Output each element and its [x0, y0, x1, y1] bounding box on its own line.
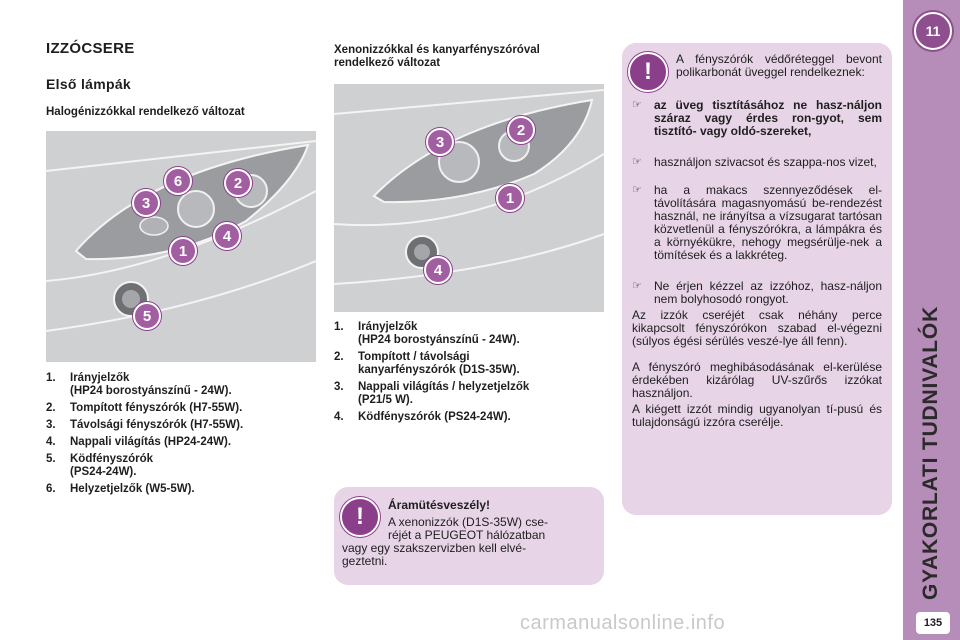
section-title: IZZÓCSERE — [46, 40, 135, 57]
shock-warning-text: A xenonizzók (D1S-35W) cse- réjét a PEUGEOT hálózatban vagy egy szakszervizben kell elvé- geztetni. — [342, 515, 549, 568]
callout-2: 2 — [224, 169, 252, 197]
callout-6: 6 — [164, 167, 192, 195]
callout-5: 5 — [133, 302, 161, 330]
shock-warning-title: Áramütésveszély! — [388, 498, 491, 512]
list-item: 5. Ködfényszórók (PS24-24W). — [46, 453, 154, 478]
warning-icon: ! — [628, 52, 668, 92]
list-item: 1. Irányjelzők (HP24 borostyánszínű - 24W). — [334, 321, 520, 346]
list-item: 2. Tompított / távolsági kanyarfényszórók (D1S-35W). — [334, 351, 520, 376]
xenon-headlamp-drawing — [334, 84, 604, 312]
hand-pointer-icon: ☞ — [632, 156, 642, 168]
page-number: 135 — [916, 612, 950, 634]
xenon-headlamp-photo — [334, 84, 604, 312]
callout-2: 2 — [507, 116, 535, 144]
callout-1: 1 — [169, 237, 197, 265]
lens-warning-para-1: Az izzók cseréjét csak néhány perce kikapcsolt fényszórókon szabad el-végezni (súlyos égési sérülés veszé-lye áll fenn). — [632, 308, 882, 348]
lens-warning-intro: A fényszórók védőréteggel bevont polikarbonát üveggel rendelkeznek: — [676, 52, 882, 79]
list-item: ☞ használjon szivacsot és szappa-nos vizet, — [632, 155, 877, 169]
hand-pointer-icon: ☞ — [632, 280, 642, 292]
lens-warning-para-2: A fényszóró meghibásodásának el-kerülése érdekében kizárólag UV-szűrős izzókat használjon. — [632, 360, 882, 400]
list-item: ☞ Ne érjen kézzel az izzóhoz, hasz-náljon nem bolyhosodó rongyot. — [632, 279, 882, 306]
list-item: 4. Nappali világítás (HP24-24W). — [46, 436, 232, 448]
list-item: 1. Irányjelzők (HP24 borostyánszínű - 24W). — [46, 372, 232, 397]
warning-icon: ! — [340, 497, 380, 537]
halogen-headlamp-photo — [46, 131, 316, 362]
list-item: 4. Ködfényszórók (PS24-24W). — [334, 411, 511, 423]
subsection-title: Első lámpák — [46, 76, 132, 92]
xenon-parts-list — [334, 321, 604, 428]
watermark: carmanualsonline.info — [520, 612, 726, 634]
hand-pointer-icon: ☞ — [632, 99, 642, 111]
halogen-heading: Halogénizzókkal rendelkező változat — [46, 106, 245, 118]
list-item: 2. Tompított fényszórók (H7-55W). — [46, 402, 243, 414]
list-item: 3. Távolsági fényszórók (H7-55W). — [46, 419, 244, 431]
list-item: 3. Nappali világítás / helyzetjelzők (P21/5 W). — [334, 381, 530, 406]
callout-3: 3 — [132, 189, 160, 217]
callout-3: 3 — [426, 128, 454, 156]
list-item: ☞ az üveg tisztításához ne hasz-náljon száraz vagy érdes ron-gyot, sem tisztító- vagy oldó-szereket, — [632, 98, 882, 138]
list-item: ☞ ha a makacs szennyeződések el-távolítására magasnyomású be-rendezést használ, ne irányítsa a vízsugarat tartósan közvetlenül a fényszórókra, a lámpákra és a környékükre, nehogy megsérülje-nek a tömítések és a lakkréteg. — [632, 183, 882, 262]
callout-4: 4 — [213, 222, 241, 250]
chapter-title-vertical: GYAKORLATI TUDNIVALÓK — [919, 305, 943, 601]
halogen-parts-list — [46, 372, 316, 500]
hand-pointer-icon: ☞ — [632, 184, 642, 196]
lens-warning-para-3: A kiégett izzót mindig ugyanolyan tí-pusú és tulajdonságú izzóra cserélje. — [632, 402, 882, 429]
list-item: 6. Helyzetjelzők (W5-5W). — [46, 483, 195, 495]
callout-1: 1 — [496, 184, 524, 212]
callout-4: 4 — [424, 256, 452, 284]
chapter-badge: 11 — [914, 12, 952, 50]
xenon-heading: Xenonizzókkal és kanyarfényszóróval rendelkező változat — [334, 44, 540, 69]
